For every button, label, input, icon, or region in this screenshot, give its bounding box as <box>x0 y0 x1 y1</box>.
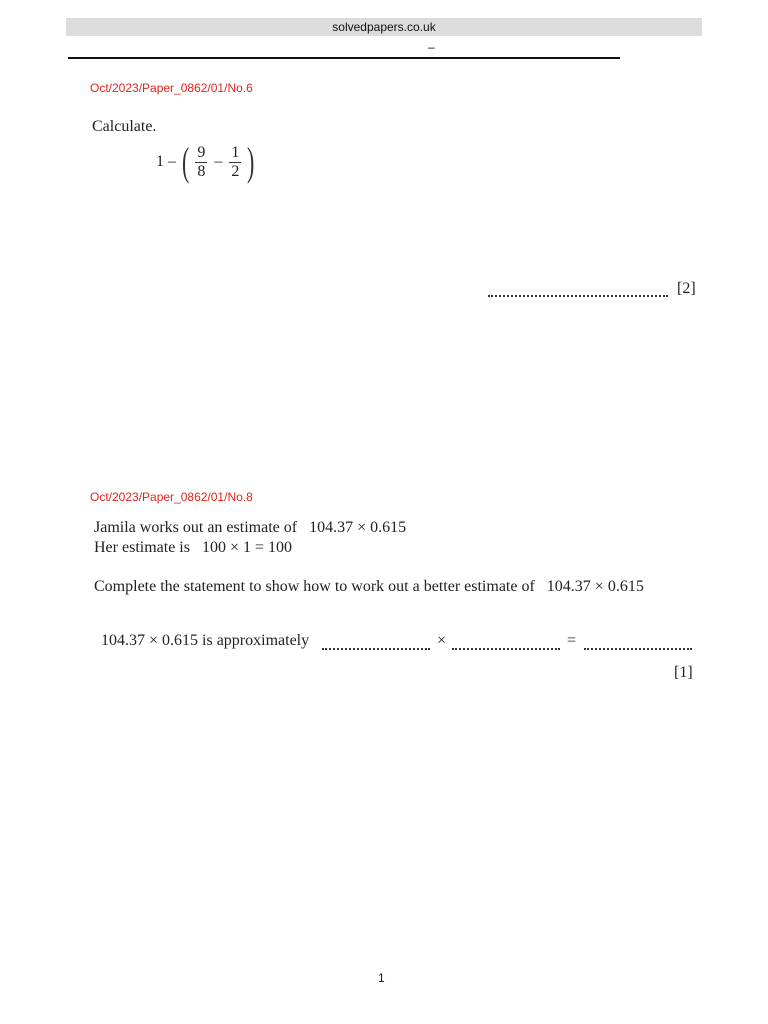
fraction-numerator: 9 <box>197 143 206 161</box>
fraction-nine-eighths <box>195 144 207 181</box>
question-6-instruction: Calculate. <box>92 118 157 135</box>
question-6-expression <box>156 140 258 184</box>
question-8-statement: 104.37 × 0.615 is approximately <box>101 632 310 649</box>
question-8-line-1: Jamila works out an estimate of 104.37 × 0.615 <box>94 519 407 536</box>
question-8-line-3: Complete the statement to show how to work out a better estimate of 104.37 × 0.615 <box>94 578 644 595</box>
question-6-marks: [2] <box>677 280 696 297</box>
close-paren: ) <box>247 139 255 184</box>
estimate-first-factor-line[interactable] <box>322 648 430 650</box>
open-paren: ( <box>181 139 190 184</box>
header-dash: – <box>428 40 435 54</box>
header-rule <box>68 57 620 59</box>
question-6-answer-line[interactable] <box>488 295 668 297</box>
page-number: 1 <box>378 971 385 985</box>
fraction-denominator: 2 <box>231 162 240 180</box>
estimate-result-line[interactable] <box>584 648 692 650</box>
times-sign: × <box>437 632 447 649</box>
fraction-numerator: 1 <box>231 143 240 161</box>
question-6-reference: Oct/2023/Paper_0862/01/No.6 <box>90 81 253 95</box>
question-8-marks: [1] <box>674 664 693 681</box>
fraction-denominator: 8 <box>197 162 206 180</box>
expression-lead: 1 – <box>156 153 176 170</box>
expression-minus: – <box>214 153 223 170</box>
question-8-line-2: Her estimate is 100 × 1 = 100 <box>94 539 293 556</box>
site-header: solvedpapers.co.uk <box>66 18 702 36</box>
estimate-second-factor-line[interactable] <box>452 648 560 650</box>
fraction-one-half <box>229 144 241 181</box>
equals-sign: = <box>567 632 577 649</box>
question-8-reference: Oct/2023/Paper_0862/01/No.8 <box>90 490 253 504</box>
